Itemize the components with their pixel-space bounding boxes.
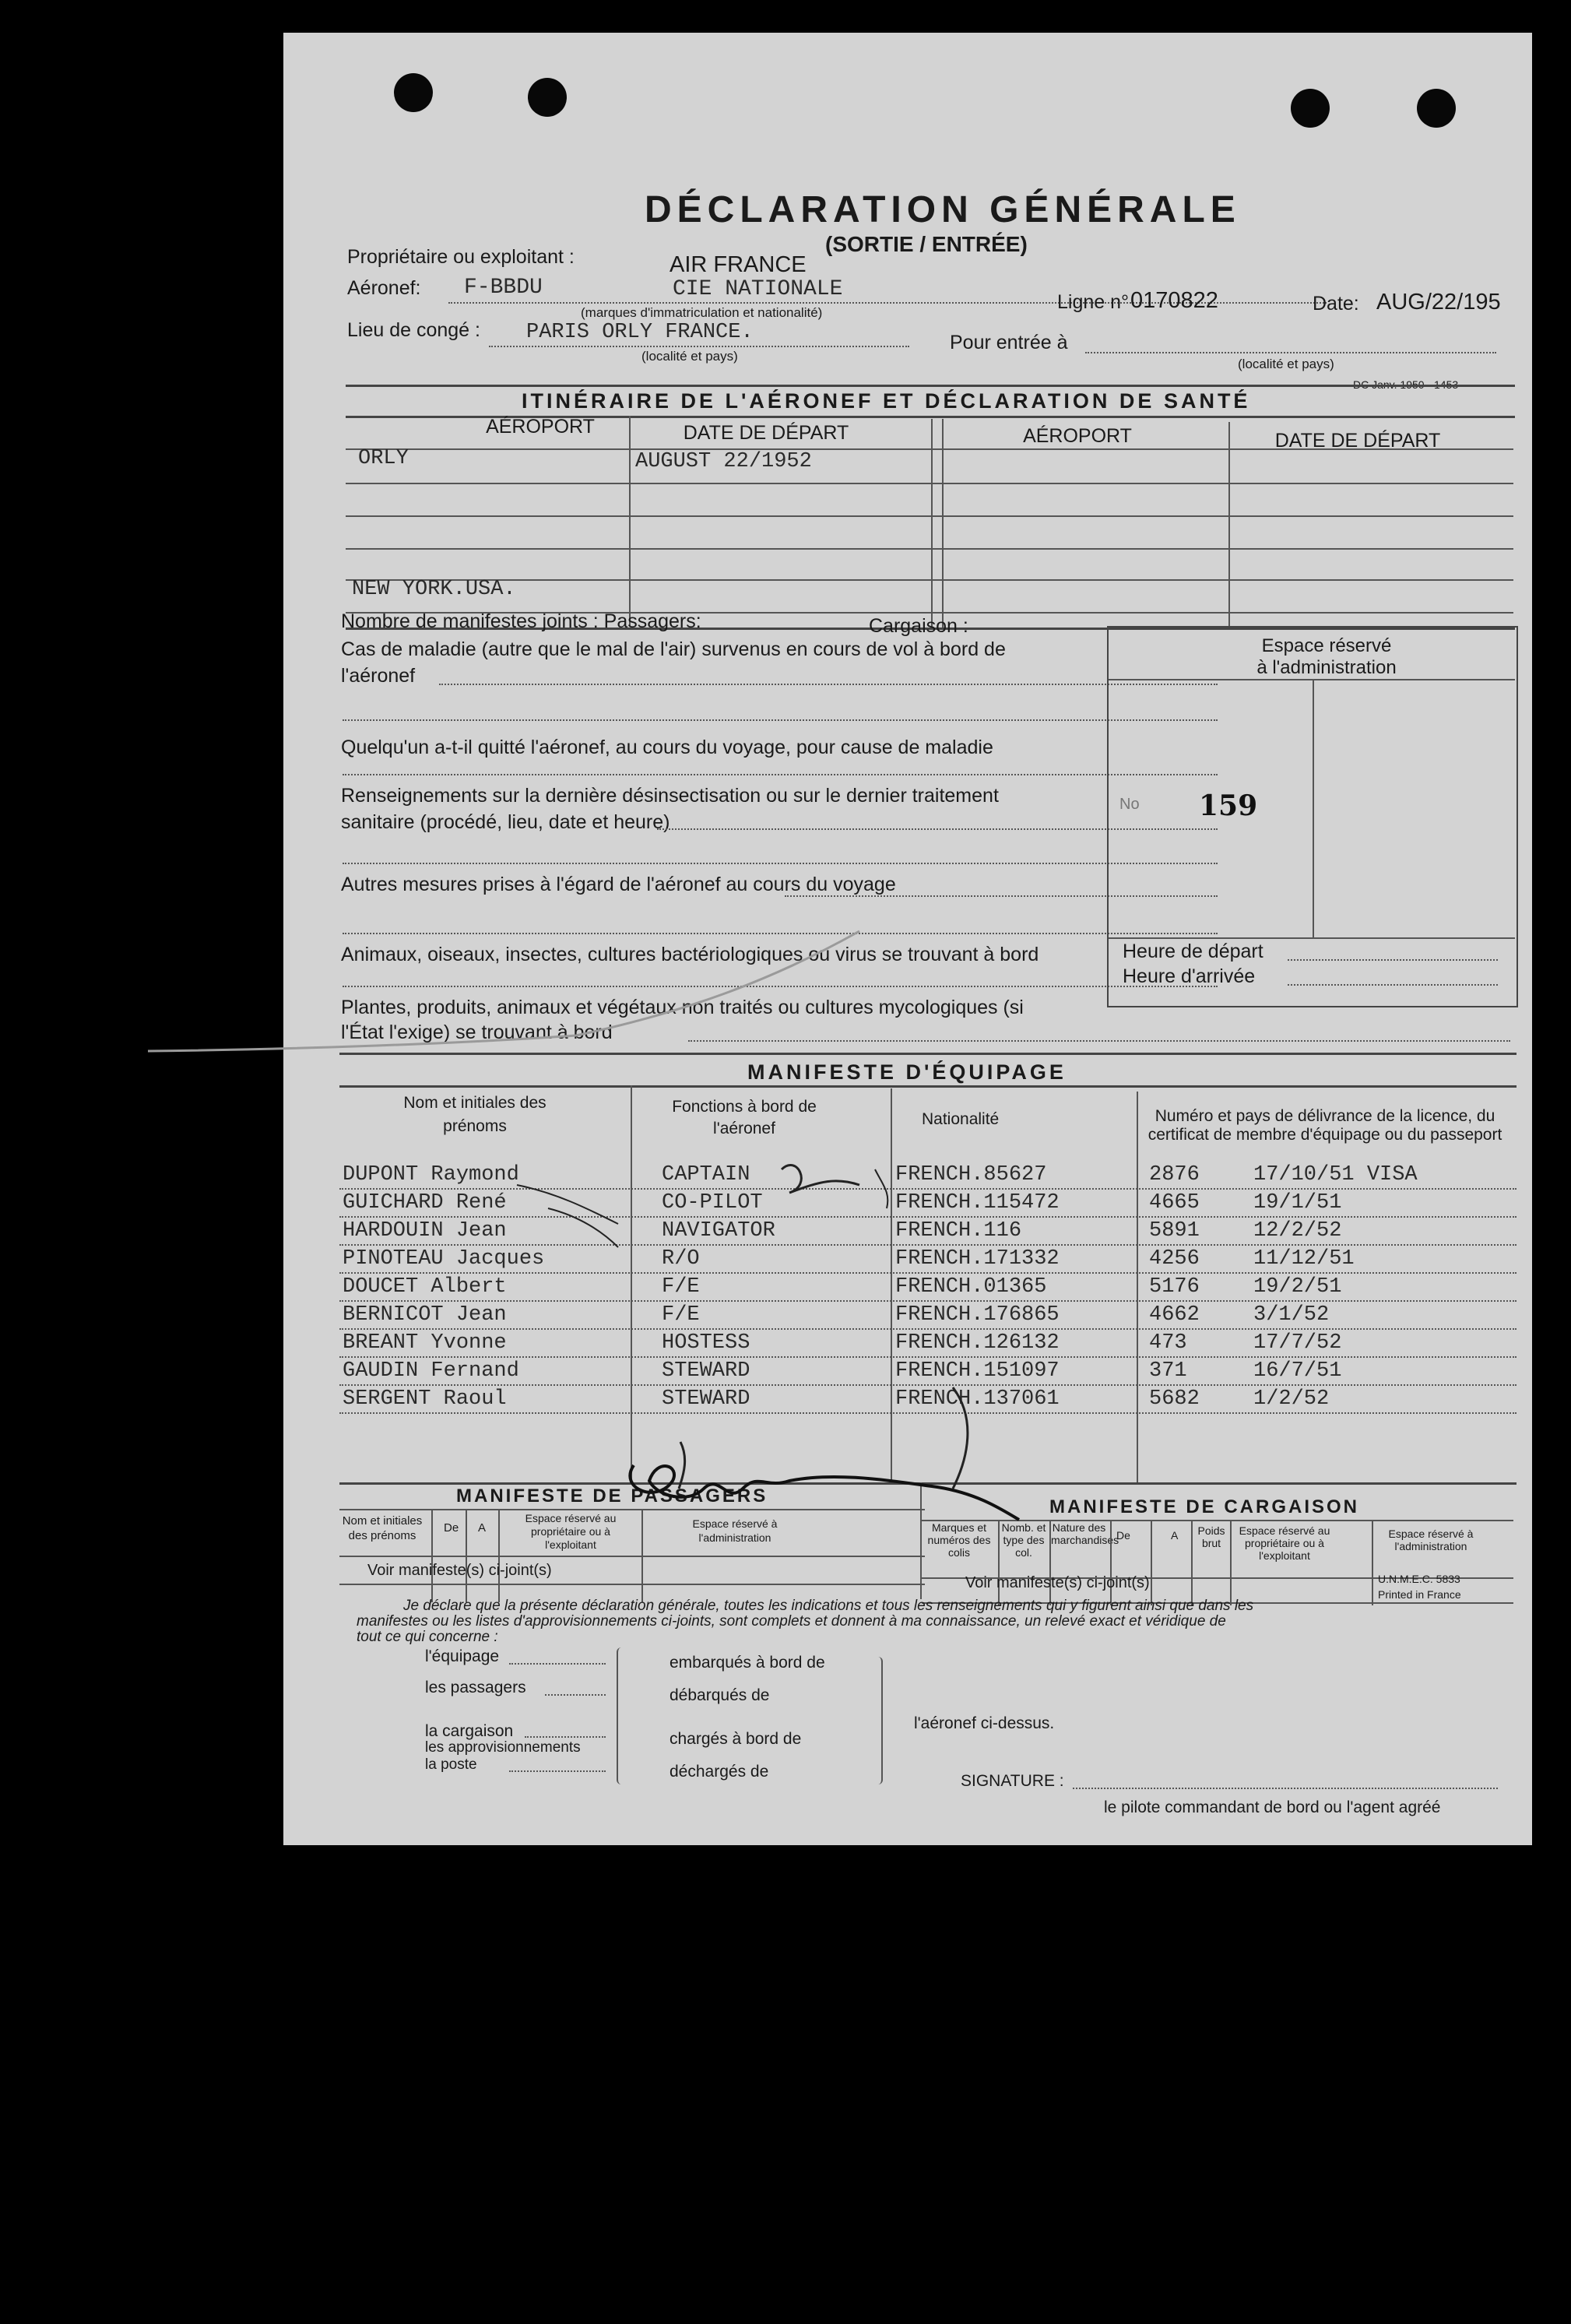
owner-label: Propriétaire ou exploitant : bbox=[347, 246, 575, 268]
itinerary-row-line bbox=[346, 448, 1513, 450]
crew-name-cell: SERGENT Raoul bbox=[343, 1387, 507, 1411]
crew-function-cell: F/E bbox=[662, 1303, 700, 1327]
declaration-embarked: embarqués à bord de bbox=[670, 1654, 825, 1672]
crew-nationality-cell: FRENCH.176865 bbox=[895, 1303, 1060, 1327]
admin-box-rule bbox=[1109, 679, 1515, 680]
illness-label-1: Cas de maladie (autre que le mal de l'air) survenus en cours de vol à bord de bbox=[341, 638, 1006, 660]
answer-line bbox=[439, 684, 1218, 685]
arrival-time-label: Heure d'arrivée bbox=[1123, 965, 1256, 987]
illness-label-2: l'aéronef bbox=[341, 665, 416, 687]
registration-value: F-BBDU bbox=[464, 276, 543, 300]
passengers-rule bbox=[339, 1556, 925, 1557]
cargo-label: Cargaison : bbox=[869, 615, 968, 637]
declaration-text-3: tout ce qui concerne : bbox=[357, 1629, 498, 1645]
background-pen-mark bbox=[140, 919, 872, 1059]
passengers-col-from: De bbox=[444, 1521, 459, 1535]
crew-number-cell: 2876 bbox=[1149, 1163, 1200, 1187]
punch-hole bbox=[1417, 89, 1456, 128]
crew-number-cell: 4256 bbox=[1149, 1247, 1200, 1271]
crew-number-cell: 5176 bbox=[1149, 1275, 1200, 1299]
crew-date-cell: 11/12/51 bbox=[1253, 1247, 1355, 1271]
itinerary-row1-date: AUGUST 22/1952 bbox=[635, 450, 812, 473]
declaration-unloaded: déchargés de bbox=[670, 1763, 769, 1781]
crew-date-cell: 19/1/51 bbox=[1253, 1191, 1342, 1215]
declaration-cargo: la cargaison bbox=[425, 1722, 514, 1740]
declaration-mail: la poste bbox=[425, 1756, 477, 1773]
declaration-dots bbox=[525, 1736, 606, 1738]
left-sick-label: Quelqu'un a-t-il quitté l'aéronef, au cours du voyage, pour cause de maladie bbox=[341, 737, 993, 758]
crew-col-name: Nom et initiales des prénoms bbox=[403, 1094, 547, 1135]
crew-number-cell: 473 bbox=[1149, 1331, 1187, 1355]
entry-line bbox=[1085, 352, 1496, 353]
brace-symbol bbox=[873, 1657, 883, 1784]
crew-name-cell: DUPONT Raymond bbox=[343, 1163, 519, 1187]
locality-note-2: (localité et pays) bbox=[1238, 357, 1334, 371]
aircraft-label: Aéronef: bbox=[347, 277, 421, 299]
departure-time-label: Heure de départ bbox=[1123, 940, 1263, 962]
declaration-crew: l'équipage bbox=[425, 1647, 500, 1665]
crew-col-licence: Numéro et pays de délivrance de la licence, du certificat de membre d'équipage ou du passeport bbox=[1147, 1107, 1502, 1144]
passengers-rule bbox=[339, 1584, 925, 1585]
crew-function-cell: CAPTAIN bbox=[662, 1163, 750, 1187]
crew-name-cell: DOUCET Albert bbox=[343, 1275, 507, 1299]
itinerary-divider bbox=[942, 419, 944, 628]
crew-function-cell: R/O bbox=[662, 1247, 700, 1271]
crew-date-cell: 17/7/52 bbox=[1253, 1331, 1342, 1355]
crew-date-cell: 17/10/51 VISA bbox=[1253, 1163, 1418, 1187]
cargo-printed-in: Printed in France bbox=[1378, 1588, 1461, 1601]
plants-label-1: Plantes, produits, animaux et végétaux non traités ou cultures mycologiques (si bbox=[341, 997, 1024, 1018]
cargo-divider bbox=[1049, 1520, 1051, 1605]
declaration-passengers: les passagers bbox=[425, 1679, 526, 1696]
itinerary-col-airport: AÉROPORT bbox=[486, 416, 595, 438]
itinerary-col-date: DATE DE DÉPART bbox=[683, 422, 849, 444]
nationality-value: CIE NATIONALE bbox=[673, 277, 843, 301]
passengers-col-to: A bbox=[478, 1521, 487, 1535]
cargo-col-count: Nomb. et type des col. bbox=[1001, 1521, 1046, 1559]
itinerary-row1-airport: ORLY bbox=[358, 447, 409, 470]
admin-box-title-2: à l'administration bbox=[1256, 657, 1397, 678]
crew-name-cell: BREANT Yvonne bbox=[343, 1331, 507, 1355]
crew-title: MANIFESTE D'ÉQUIPAGE bbox=[747, 1060, 1067, 1084]
crew-number-cell: 371 bbox=[1149, 1359, 1187, 1383]
animals-label: Animaux, oiseaux, insectes, cultures bactériologiques ou virus se trouvant à bord bbox=[341, 944, 1039, 965]
stamp-number: 159 bbox=[1199, 789, 1258, 822]
admin-box-rule bbox=[1109, 937, 1515, 939]
brace-symbol bbox=[617, 1647, 626, 1784]
answer-line bbox=[343, 863, 1218, 864]
handwritten-signature bbox=[610, 1372, 1093, 1528]
crew-date-cell: 16/7/51 bbox=[1253, 1359, 1342, 1383]
itinerary-divider bbox=[629, 416, 631, 626]
crew-nationality-cell: FRENCH.116 bbox=[895, 1219, 1022, 1243]
crew-nationality-cell: FRENCH.171332 bbox=[895, 1247, 1060, 1271]
owner-value: AIR FRANCE bbox=[670, 252, 807, 277]
itinerary-divider bbox=[931, 419, 933, 628]
passengers-see-attached: Voir manifeste(s) ci-joint(s) bbox=[367, 1562, 552, 1579]
crew-row-line bbox=[339, 1300, 1517, 1302]
signature-label: SIGNATURE : bbox=[961, 1772, 1064, 1790]
line-label: Ligne n° bbox=[1057, 291, 1130, 313]
plants-label-2: l'État l'exige) se trouvant à bord bbox=[341, 1021, 613, 1043]
departure-time-line bbox=[1288, 959, 1498, 961]
crew-nationality-cell: FRENCH.151097 bbox=[895, 1359, 1060, 1383]
declaration-text-1: Je déclare que la présente déclaration générale, toutes les indications et tous les renseignements qui y figurent ainsi que dans les bbox=[403, 1598, 1254, 1614]
date-label: Date: bbox=[1313, 293, 1359, 315]
punch-hole bbox=[394, 73, 433, 112]
cargo-col-nature: Nature des marchandises bbox=[1051, 1521, 1119, 1546]
crew-nationality-cell: FRENCH.137061 bbox=[895, 1387, 1060, 1411]
punch-hole bbox=[1291, 89, 1330, 128]
signature-line bbox=[1073, 1788, 1498, 1789]
cargo-col-admin: Espace réservé à l'administration bbox=[1388, 1528, 1474, 1552]
other-measures-label: Autres mesures prises à l'égard de l'aéronef au cours du voyage bbox=[341, 874, 896, 895]
crew-nationality-cell: FRENCH.01365 bbox=[895, 1275, 1047, 1299]
itinerary-col-airport-2: AÉROPORT bbox=[1023, 425, 1132, 447]
hand-annotation bbox=[470, 1107, 906, 1263]
locality-note: (localité et pays) bbox=[641, 349, 738, 364]
crew-function-cell: NAVIGATOR bbox=[662, 1219, 775, 1243]
crew-function-cell: F/E bbox=[662, 1275, 700, 1299]
form-subtitle: (SORTIE / ENTRÉE) bbox=[825, 232, 1028, 256]
declaration-aircraft-above: l'aéronef ci-dessus. bbox=[914, 1714, 1055, 1732]
crew-name-cell: HARDOUIN Jean bbox=[343, 1219, 507, 1243]
disinsect-label-2: sanitaire (procédé, lieu, date et heure) bbox=[341, 811, 670, 833]
departure-place-label: Lieu de congé : bbox=[347, 319, 480, 341]
answer-line bbox=[343, 719, 1218, 721]
cargo-divider bbox=[1151, 1520, 1152, 1605]
date-value: AUG/22/195 bbox=[1376, 290, 1501, 315]
crew-name-cell: PINOTEAU Jacques bbox=[343, 1247, 545, 1271]
cargo-divider bbox=[1110, 1520, 1112, 1605]
crew-nationality-cell: FRENCH.126132 bbox=[895, 1331, 1060, 1355]
itinerary-title: ITINÉRAIRE DE L'AÉRONEF ET DÉCLARATION DE SANTÉ bbox=[522, 389, 1251, 413]
cargo-col-weight: Poids brut bbox=[1197, 1524, 1225, 1549]
declaration-disembarked: débarqués de bbox=[670, 1686, 770, 1704]
itinerary-row-line bbox=[346, 515, 1513, 517]
declaration-loaded: chargés à bord de bbox=[670, 1730, 802, 1748]
manifests-label: Nombre de manifestes joints : Passagers: bbox=[341, 610, 701, 632]
crew-date-cell: 12/2/52 bbox=[1253, 1219, 1342, 1243]
itinerary-col-date-2: DATE DE DÉPART bbox=[1274, 430, 1441, 452]
crew-number-cell: 4665 bbox=[1149, 1191, 1200, 1215]
stamp-prefix: No bbox=[1119, 796, 1140, 813]
form-title: DÉCLARATION GÉNÉRALE bbox=[645, 189, 1241, 230]
crew-row-line bbox=[339, 1328, 1517, 1330]
crew-col-function: Fonctions à bord de l'aéronef bbox=[672, 1098, 817, 1137]
declaration-text-2: manifestes ou les listes d'approvisionnements ci-joints, sont complets et donnent à ma connaissance, un relevé exact et véridique de bbox=[357, 1613, 1226, 1630]
crew-number-cell: 5891 bbox=[1149, 1219, 1200, 1243]
passengers-col-name: Nom et initiales des prénoms bbox=[342, 1514, 423, 1542]
cargo-col-to: A bbox=[1171, 1529, 1179, 1542]
itinerary-row-line bbox=[346, 483, 1513, 484]
crew-divider bbox=[1137, 1092, 1138, 1484]
signer-caption: le pilote commandant de bord ou l'agent agréé bbox=[1104, 1798, 1441, 1816]
crew-date-cell: 19/2/51 bbox=[1253, 1275, 1342, 1299]
declaration-dots bbox=[545, 1694, 606, 1696]
cargo-divider bbox=[1191, 1520, 1193, 1605]
crew-function-cell: HOSTESS bbox=[662, 1331, 750, 1355]
admin-box-divider bbox=[1313, 680, 1314, 937]
itinerary-divider bbox=[1228, 422, 1230, 629]
punch-hole bbox=[528, 78, 567, 117]
crew-function-cell: STEWARD bbox=[662, 1387, 750, 1411]
crew-number-cell: 5682 bbox=[1149, 1387, 1200, 1411]
line-number: 0170822 bbox=[1130, 288, 1218, 313]
arrival-time-line bbox=[1288, 984, 1498, 986]
crew-row-line bbox=[339, 1356, 1517, 1358]
itinerary-row-line bbox=[346, 579, 1513, 581]
itinerary-top-border bbox=[346, 385, 1515, 387]
passengers-title: MANIFESTE DE PASSAGERS bbox=[456, 1485, 768, 1507]
declaration-dots bbox=[509, 1770, 606, 1772]
cargo-see-attached: Voir manifeste(s) ci-joint(s) bbox=[965, 1574, 1150, 1591]
passengers-col-admin: Espace réservé à l'administration bbox=[692, 1517, 778, 1544]
cargo-title: MANIFESTE DE CARGAISON bbox=[1049, 1496, 1360, 1517]
crew-name-cell: BERNICOT Jean bbox=[343, 1303, 507, 1327]
crew-nationality-cell: FRENCH.85627 bbox=[895, 1163, 1047, 1187]
crew-function-cell: STEWARD bbox=[662, 1359, 750, 1383]
disinsect-label-1: Renseignements sur la dernière désinsectisation ou sur le dernier traitement bbox=[341, 785, 999, 807]
entry-label: Pour entrée à bbox=[950, 332, 1068, 353]
itinerary-row-line bbox=[346, 548, 1513, 550]
crew-col-nationality: Nationalité bbox=[922, 1110, 1000, 1128]
answer-line bbox=[343, 774, 1218, 775]
cargo-divider bbox=[998, 1520, 1000, 1605]
cargo-divider bbox=[1230, 1520, 1232, 1605]
crew-row-line bbox=[339, 1272, 1517, 1274]
crew-number-cell: 4662 bbox=[1149, 1303, 1200, 1327]
cargo-divider bbox=[1372, 1520, 1373, 1605]
itinerary-row5-airport: NEW YORK.USA. bbox=[352, 578, 516, 601]
crew-function-cell: CO-PILOT bbox=[662, 1191, 763, 1215]
crew-date-cell: 1/2/52 bbox=[1253, 1387, 1330, 1411]
cargo-col-marks: Marques et numéros des colis bbox=[927, 1521, 991, 1559]
cargo-col-from: De bbox=[1116, 1529, 1130, 1542]
declaration-supplies: les approvisionnements bbox=[425, 1739, 581, 1756]
form-code: DC Janv. 1950 - 1453 bbox=[1353, 378, 1459, 391]
admin-box-title-1: Espace réservé bbox=[1261, 635, 1392, 656]
cargo-col-operator: Espace réservé au propriétaire ou à l'exploitant bbox=[1239, 1524, 1330, 1562]
crew-name-cell: GAUDIN Fernand bbox=[343, 1359, 519, 1383]
registration-note: (marques d'immatriculation et nationalité) bbox=[581, 305, 823, 320]
crew-date-cell: 3/1/52 bbox=[1253, 1303, 1330, 1327]
declaration-dots bbox=[509, 1663, 606, 1665]
crew-name-cell: GUICHARD René bbox=[343, 1191, 507, 1215]
crew-nationality-cell: FRENCH.115472 bbox=[895, 1191, 1060, 1215]
passengers-col-operator: Espace réservé au propriétaire ou à l'exploitant bbox=[525, 1512, 617, 1551]
departure-place-line bbox=[489, 346, 909, 347]
cargo-printer: U.N.M.E.C. 5833 bbox=[1378, 1573, 1460, 1585]
departure-place-value: PARIS ORLY FRANCE. bbox=[526, 321, 754, 344]
crew-title-border bbox=[339, 1085, 1517, 1088]
